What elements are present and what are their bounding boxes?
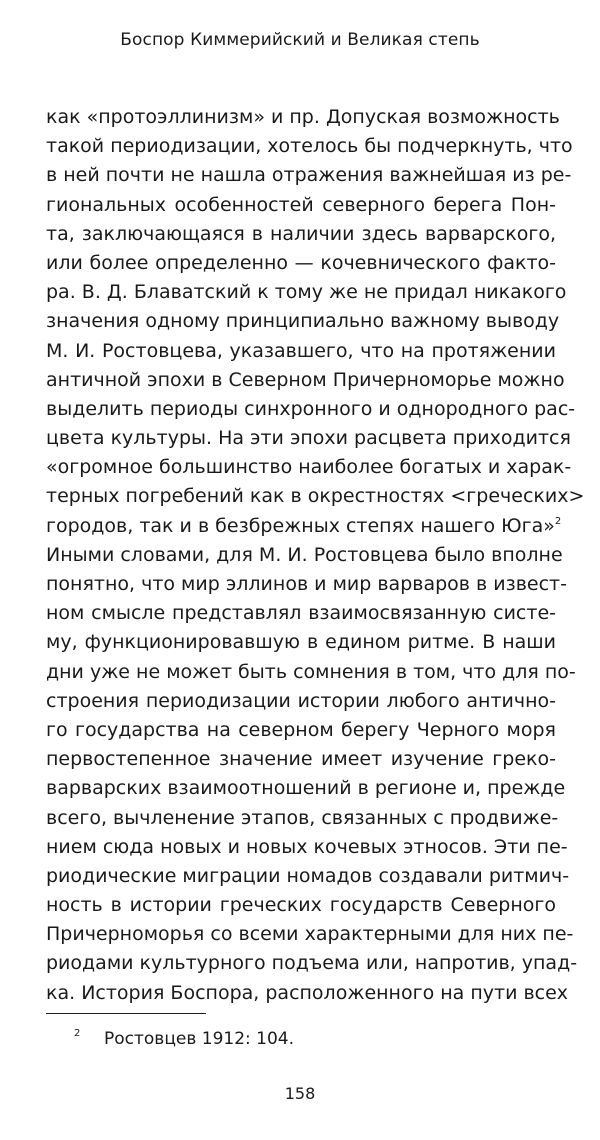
text-line: Иными словами, для М. И. Ростовцева было вполне — [46, 543, 563, 566]
footnote-divider — [46, 1013, 206, 1014]
text-line: дни уже не может быть сомнения в том, что для по- — [46, 660, 576, 683]
text-line: значения одному принципиально важному выводу — [46, 310, 560, 333]
text-line: понятно, что мир эллинов и мир варваров в извест- — [46, 573, 567, 595]
footnote-reference[interactable]: 2 — [554, 515, 562, 527]
text-line: терных погребений как в окрестностях <греческих> — [46, 485, 585, 508]
text-line: му, функционировавшую в едином ритме. В наши — [46, 631, 556, 654]
text-line: античной эпохи в Северном Причерноморье можно — [46, 368, 565, 391]
page-number: 158 — [284, 1084, 316, 1103]
text-line: ность в истории греческих государств Северного — [46, 894, 556, 917]
text-line: в ней почти не нашла отражения важнейшая из ре- — [46, 164, 572, 187]
text-line: го государства на северном берегу Черного моря — [46, 718, 556, 741]
text-line: та, заключающаяся в наличии здесь варварского, — [46, 222, 556, 245]
text-line: ка. История Боспора, расположенного на пути всех — [46, 981, 569, 1004]
text-line: такой периодизации, хотелось бы подчеркнуть, что — [46, 135, 573, 158]
text-line: риодические миграции номадов создавали ритмич- — [46, 864, 570, 887]
text-line: риодами культурного подъема или, напротив, упад- — [46, 952, 578, 975]
text-line: гиональных особенностей северного берега Пон- — [46, 193, 556, 216]
text-line: или более определенно — кочевнического факто- — [46, 251, 556, 274]
text-line: первостепенное значение имеет изучение греко- — [46, 748, 556, 771]
text-line: нием сюда новых и новых кочевых этносов. Эти пе- — [46, 835, 568, 858]
text-line: Причерноморья со всеми характерными для них пе- — [46, 923, 574, 946]
text-line: М. И. Ростовцева, указавшего, что на протяжении — [46, 339, 556, 362]
text-line-content: городов, так и в безбрежных степях нашего Юга» — [46, 514, 555, 537]
text-line: варварских взаимоотношений в регионе и, прежде — [46, 777, 566, 800]
footnote-text: Ростовцев 1912: 104. — [104, 1029, 295, 1049]
text-line: всего, вычленение этапов, связанных с продвиже- — [46, 806, 559, 829]
footnote-number: 2 — [74, 1028, 81, 1039]
text-line: ном смысле представлял взаимосвязанную систе- — [46, 602, 556, 625]
running-header: Боспор Киммерийский и Великая степь — [120, 30, 480, 50]
text-line: «огромное большинство наиболее богатых и харак- — [46, 456, 572, 479]
text-line: цвета культуры. На эти эпохи расцвета приходится — [46, 427, 571, 450]
text-line: как «протоэллинизм» и пр. Допуская возможность — [46, 106, 560, 128]
text-line: выделить периоды синхронного и однородного рас- — [46, 397, 576, 420]
text-line-with-footnote-ref — [46, 512, 562, 541]
text-line: строения периодизации истории любого антично- — [46, 689, 556, 712]
text-line: ра. В. Д. Блаватский к тому же не придал никакого — [46, 281, 567, 304]
body-text — [46, 103, 585, 1008]
